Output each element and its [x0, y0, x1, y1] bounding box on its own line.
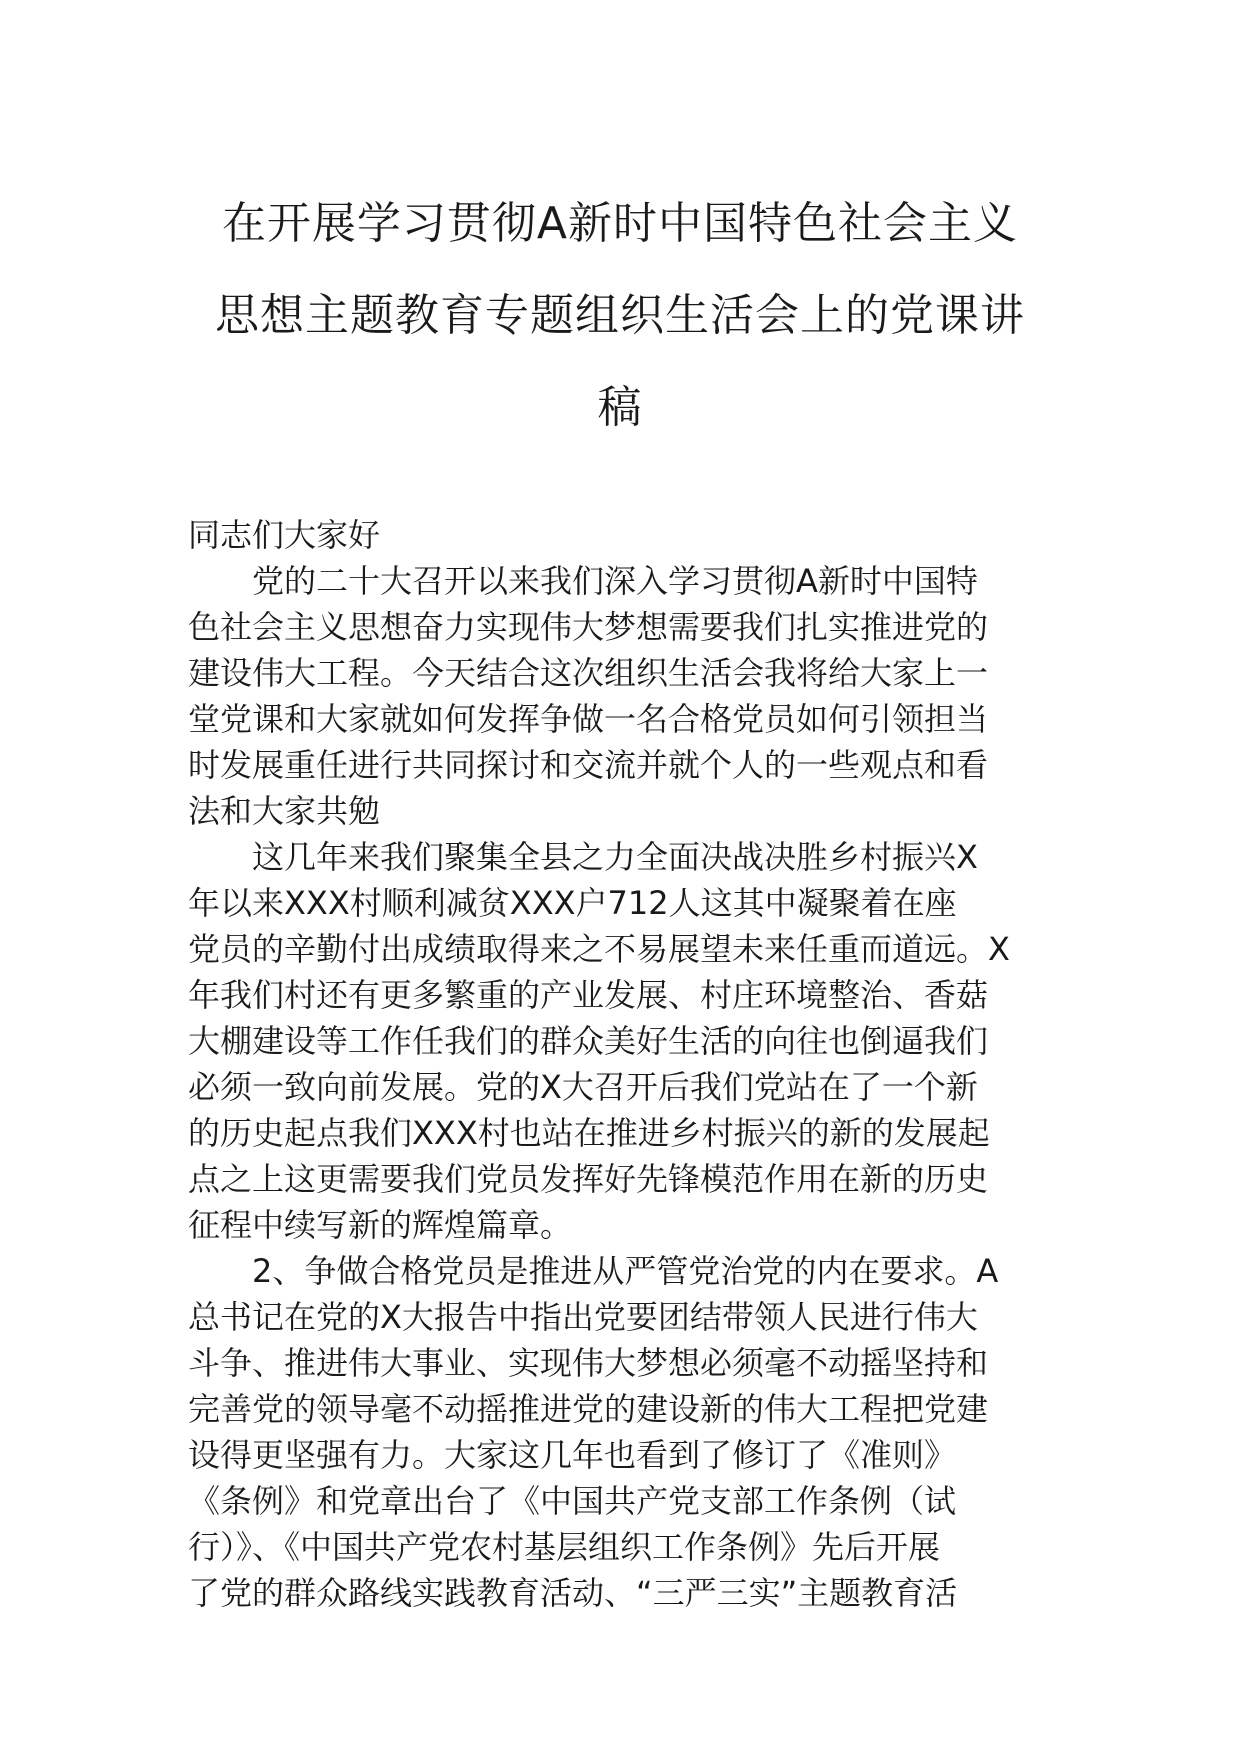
body-line: 法和大家共勉 — [188, 792, 381, 830]
body-line: 点之上这更需要我们党员发挥好先锋模范作用在新的历史 — [188, 1160, 989, 1198]
body-line: 时发展重任进行共同探讨和交流并就个人的一些观点和看 — [188, 746, 989, 784]
body-line: 建设伟大工程。今天结合这次组织生活会我将给大家上一 — [188, 654, 989, 692]
body-line: 这几年来我们聚集全县之力全面决战决胜乡村振兴X — [252, 838, 978, 876]
body-line: 必须一致向前发展。党的X大召开后我们党站在了一个新 — [188, 1068, 978, 1106]
body-line: 大棚建设等工作任我们的群众美好生活的向往也倒逼我们 — [188, 1022, 989, 1060]
greeting: 同志们大家好 — [188, 516, 381, 554]
body-line: 征程中续写新的辉煌篇章。 — [188, 1206, 573, 1244]
body-line: 《条例》和党章出台了《中国共产党支部工作条例（试 — [188, 1482, 957, 1520]
body-line: 的历史起点我们XXX村也站在推进乡村振兴的新的发展起 — [188, 1114, 990, 1152]
body-line: 总书记在党的X大报告中指出党要团结带领人民进行伟大 — [188, 1298, 978, 1336]
body-line: 党员的辛勤付出成绩取得来之不易展望未来任重而道远。X — [188, 930, 1010, 968]
body-line: 行）》、《中国共产党农村基层组织工作条例》先后开展 — [188, 1528, 941, 1566]
body-line: 设得更坚强有力。大家这几年也看到了修订了《准则》 — [188, 1436, 957, 1474]
body-line: 斗争、推进伟大事业、实现伟大梦想必须毫不动摇坚持和 — [188, 1344, 989, 1382]
body-line: 党的二十大召开以来我们深入学习贯彻A新时中国特 — [252, 562, 978, 600]
title-line: 在开展学习贯彻A新时中国特色社会主义 — [221, 198, 1019, 249]
body-line: 完善党的领导毫不动摇推进党的建设新的伟大工程把党建 — [188, 1390, 989, 1428]
body-line: 色社会主义思想奋力实现伟大梦想需要我们扎实推进党的 — [188, 608, 989, 646]
body-line: 年以来XXX村顺利减贫XXX户712人这其中凝聚着在座 — [188, 884, 957, 922]
document-title — [150, 178, 1090, 454]
body-line: 2、争做合格党员是推进从严管党治党的内在要求。A — [252, 1252, 999, 1290]
body-line: 堂党课和大家就如何发挥争做一名合格党员如何引领担当 — [188, 700, 989, 738]
body-line: 年我们村还有更多繁重的产业发展、村庄环境整治、香菇 — [188, 976, 989, 1014]
body-line: 了党的群众路线实践教育活动、“三严三实”主题教育活 — [188, 1574, 958, 1612]
title-line: 思想主题教育专题组织生活会上的党课讲 — [215, 290, 1025, 341]
title-line: 稿 — [597, 382, 643, 433]
document-body — [188, 512, 1054, 1616]
